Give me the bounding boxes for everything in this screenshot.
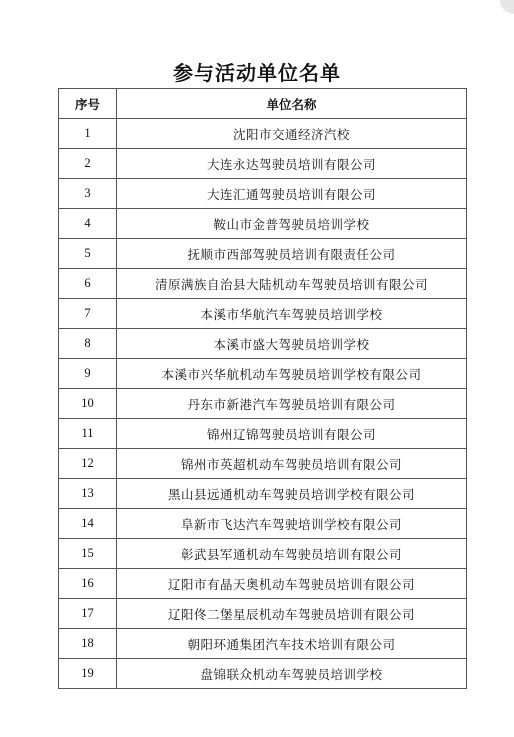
table-row bbox=[59, 569, 467, 599]
table-row bbox=[59, 539, 467, 569]
unit-name-cell: 本溪市盛大驾驶员培训学校 bbox=[117, 329, 467, 359]
serial-number-cell: 15 bbox=[59, 539, 117, 569]
table-row bbox=[59, 359, 467, 389]
unit-name-cell: 阜新市飞达汽车驾驶培训学校有限公司 bbox=[117, 509, 467, 539]
table-row bbox=[59, 659, 467, 689]
table-header-row bbox=[59, 89, 467, 119]
table-row bbox=[59, 479, 467, 509]
serial-number-cell: 9 bbox=[59, 359, 117, 389]
serial-number-cell: 4 bbox=[59, 209, 117, 239]
page-title: 参与活动单位名单 bbox=[173, 61, 341, 86]
table-row bbox=[59, 179, 467, 209]
unit-name-cell: 沈阳市交通经济汽校 bbox=[117, 119, 467, 149]
unit-name-cell: 黑山县远通机动车驾驶员培训学校有限公司 bbox=[117, 479, 467, 509]
table-body bbox=[59, 119, 467, 689]
header-unit-name: 单位名称 bbox=[117, 89, 467, 119]
serial-number-cell: 1 bbox=[59, 119, 117, 149]
serial-number-cell: 2 bbox=[59, 149, 117, 179]
unit-name-cell: 本溪市华航汽车驾驶员培训学校 bbox=[117, 299, 467, 329]
table-row bbox=[59, 209, 467, 239]
unit-name-cell: 辽阳市有晶天奥机动车驾驶员培训有限公司 bbox=[117, 569, 467, 599]
serial-number-cell: 17 bbox=[59, 599, 117, 629]
table-row bbox=[59, 629, 467, 659]
unit-name-cell: 清原满族自治县大陆机动车驾驶员培训有限公司 bbox=[117, 269, 467, 299]
unit-name-cell: 彰武县军通机动车驾驶员培训有限公司 bbox=[117, 539, 467, 569]
table-row bbox=[59, 329, 467, 359]
serial-number-cell: 11 bbox=[59, 419, 117, 449]
unit-name-cell: 朝阳环通集团汽车技术培训有限公司 bbox=[117, 629, 467, 659]
table-row bbox=[59, 599, 467, 629]
unit-name-cell: 本溪市兴华航机动车驾驶员培训学校有限公司 bbox=[117, 359, 467, 389]
table-row bbox=[59, 269, 467, 299]
serial-number-cell: 8 bbox=[59, 329, 117, 359]
serial-number-cell: 19 bbox=[59, 659, 117, 689]
table-row bbox=[59, 389, 467, 419]
unit-name-cell: 大连永达驾驶员培训有限公司 bbox=[117, 149, 467, 179]
serial-number-cell: 6 bbox=[59, 269, 117, 299]
unit-name-cell: 辽阳佟二堡星辰机动车驾驶员培训有限公司 bbox=[117, 599, 467, 629]
serial-number-cell: 13 bbox=[59, 479, 117, 509]
serial-number-cell: 16 bbox=[59, 569, 117, 599]
header-serial-number: 序号 bbox=[59, 89, 117, 119]
unit-list-table bbox=[58, 88, 467, 689]
table-row bbox=[59, 509, 467, 539]
table-row bbox=[59, 449, 467, 479]
serial-number-cell: 5 bbox=[59, 239, 117, 269]
table-row bbox=[59, 239, 467, 269]
table-row bbox=[59, 149, 467, 179]
unit-name-cell: 鞍山市金普驾驶员培训学校 bbox=[117, 209, 467, 239]
serial-number-cell: 3 bbox=[59, 179, 117, 209]
unit-name-cell: 锦州市英超机动车驾驶员培训有限公司 bbox=[117, 449, 467, 479]
unit-name-cell: 锦州辽锦驾驶员培训有限公司 bbox=[117, 419, 467, 449]
serial-number-cell: 7 bbox=[59, 299, 117, 329]
corner-decoration bbox=[500, 0, 514, 14]
unit-name-cell: 抚顺市西部驾驶员培训有限责任公司 bbox=[117, 239, 467, 269]
unit-name-cell: 大连汇通驾驶员培训有限公司 bbox=[117, 179, 467, 209]
table-row bbox=[59, 119, 467, 149]
serial-number-cell: 12 bbox=[59, 449, 117, 479]
serial-number-cell: 10 bbox=[59, 389, 117, 419]
table-row bbox=[59, 299, 467, 329]
serial-number-cell: 14 bbox=[59, 509, 117, 539]
serial-number-cell: 18 bbox=[59, 629, 117, 659]
unit-name-cell: 丹东市新港汽车驾驶员培训有限公司 bbox=[117, 389, 467, 419]
table-row bbox=[59, 419, 467, 449]
unit-name-cell: 盘锦联众机动车驾驶员培训学校 bbox=[117, 659, 467, 689]
